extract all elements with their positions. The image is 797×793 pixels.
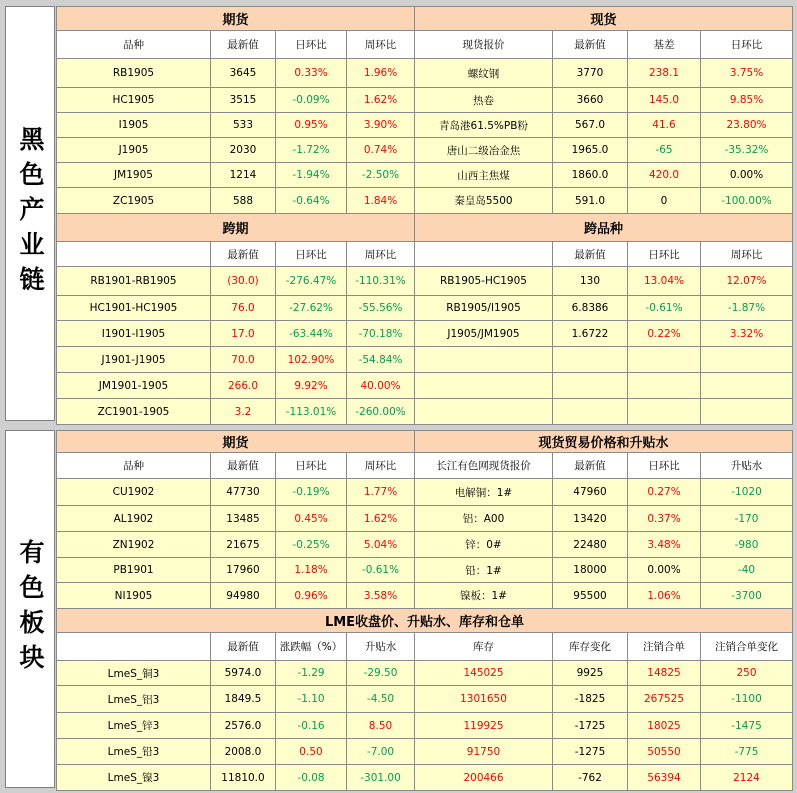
nf-futures-row-cell: 1.77% (346, 478, 415, 506)
calendar-row-cell: -276.47% (275, 266, 347, 296)
black-spot-row-cell: 23.80% (700, 112, 793, 138)
lme-row-cell: -775 (700, 738, 793, 765)
lme-row-cell: -1475 (700, 712, 793, 739)
black-spot-row-cell: 3660 (552, 87, 628, 113)
col-latest: 最新值 (552, 452, 628, 479)
black-futures-row-cell: 3515 (210, 87, 276, 113)
col-wow: 周环比 (700, 241, 793, 267)
nf-futures-row-cell: NI1905 (56, 582, 211, 609)
nf-futures-row-cell: 1.62% (346, 505, 415, 532)
black-futures-row-cell: 0.95% (275, 112, 347, 138)
col-dod: 日环比 (275, 452, 347, 479)
cross-row-cell: 1.6722 (552, 320, 628, 347)
calendar-row-cell: -27.62% (275, 295, 347, 321)
nf-spot-row-cell: -3700 (700, 582, 793, 609)
nf-spot-row-cell: 镍板：1# (414, 582, 553, 609)
black-futures-row-cell: I1905 (56, 112, 211, 138)
nf-spot-row-cell: 锌：0# (414, 531, 553, 558)
nf-futures-header: 期货 (56, 430, 415, 453)
calendar-row-cell: -63.44% (275, 320, 347, 347)
lme-row-cell: 91750 (414, 738, 553, 765)
black-spot-row-cell: 420.0 (627, 162, 701, 188)
black-futures-row-cell: 588 (210, 187, 276, 214)
lme-row-cell: -1100 (700, 685, 793, 713)
lme-row-cell: -1275 (552, 738, 628, 765)
black-futures-row-cell: 3.90% (346, 112, 415, 138)
calendar-row-cell: 70.0 (210, 346, 276, 373)
lme-row-cell: -301.00 (346, 764, 415, 791)
nf-futures-row-cell: -0.19% (275, 478, 347, 506)
black-futures-row-cell: -0.09% (275, 87, 347, 113)
col-basis: 基差 (627, 30, 701, 59)
black-spot-row-cell: 热卷 (414, 87, 553, 113)
calendar-row-cell: -113.01% (275, 398, 347, 425)
col-dod: 日环比 (700, 30, 793, 59)
calendar-row-cell: -55.56% (346, 295, 415, 321)
black-futures-row-cell: J1905 (56, 137, 211, 163)
black-spot-row-cell: -100.00% (700, 187, 793, 214)
lme-row-cell: LmeS_锌3 (56, 712, 211, 739)
cross-row-cell (552, 398, 628, 425)
black-futures-row-cell: -0.64% (275, 187, 347, 214)
nf-futures-row-cell: 13485 (210, 505, 276, 532)
col-spot-quote: 现货报价 (414, 30, 553, 59)
col-cancelled: 注销合单 (627, 632, 701, 661)
nf-futures-row-cell: 3.58% (346, 582, 415, 609)
cross-row-cell: RB1905/I1905 (414, 295, 553, 321)
nf-spot-row-cell: 13420 (552, 505, 628, 532)
nf-futures-row-cell: 17960 (210, 557, 276, 583)
lme-header: LME收盘价、升贴水、库存和仓单 (56, 608, 793, 633)
cross-row-cell (414, 372, 553, 399)
lme-row-cell: 119925 (414, 712, 553, 739)
black-spot-row-cell: -65 (627, 137, 701, 163)
col-latest: 最新值 (210, 30, 276, 59)
lme-row-cell: -1.29 (275, 660, 347, 686)
lme-row-cell: -1.10 (275, 685, 347, 713)
col-premium: 升贴水 (346, 632, 415, 661)
black-futures-row-cell: RB1905 (56, 58, 211, 88)
lme-row-cell: 5974.0 (210, 660, 276, 686)
nf-spot-row-cell: -980 (700, 531, 793, 558)
calendar-row-cell: ZC1901-1905 (56, 398, 211, 425)
col-dod: 日环比 (627, 452, 701, 479)
col-premium: 升贴水 (700, 452, 793, 479)
cross-row-cell: RB1905-HC1905 (414, 266, 553, 296)
black-spot-row-cell: 秦皇岛5500 (414, 187, 553, 214)
black-futures-row-cell: HC1905 (56, 87, 211, 113)
black-spot-row-cell: 567.0 (552, 112, 628, 138)
black-spot-row-cell: 山西主焦煤 (414, 162, 553, 188)
black-spot-row-cell: 3.75% (700, 58, 793, 88)
cross-row-cell (700, 398, 793, 425)
section-black-text: 黑色产业链 (16, 126, 45, 301)
section-nonferrous-text: 有色板块 (16, 539, 45, 679)
black-spot-row-cell: -35.32% (700, 137, 793, 163)
lme-row-cell: 267525 (627, 685, 701, 713)
section-label-nonferrous (5, 430, 55, 788)
cross-row-cell: -1.87% (700, 295, 793, 321)
black-futures-row-cell: 2030 (210, 137, 276, 163)
cross-row-cell: 0.22% (627, 320, 701, 347)
spot-header: 现货 (414, 6, 793, 31)
calendar-row-cell: -70.18% (346, 320, 415, 347)
black-futures-row-cell: -2.50% (346, 162, 415, 188)
lme-row-cell: -1825 (552, 685, 628, 713)
col-change-pct: 涨跌幅（%） (275, 632, 347, 661)
lme-row-cell: 2008.0 (210, 738, 276, 765)
nf-futures-row-cell: -0.61% (346, 557, 415, 583)
cross-row-cell: 130 (552, 266, 628, 296)
nf-spot-row-cell: 0.37% (627, 505, 701, 532)
cross-row-cell: -0.61% (627, 295, 701, 321)
calendar-row-cell: HC1901-HC1905 (56, 295, 211, 321)
calendar-row-cell: (30.0) (210, 266, 276, 296)
col-wow: 周环比 (346, 30, 415, 59)
nf-futures-row-cell: PB1901 (56, 557, 211, 583)
cross-row-cell (414, 346, 553, 373)
nf-futures-row-cell: 0.45% (275, 505, 347, 532)
calendar-row-cell: I1901-I1905 (56, 320, 211, 347)
lme-row-cell: -0.16 (275, 712, 347, 739)
black-futures-row-cell: -1.94% (275, 162, 347, 188)
calendar-row-cell: RB1901-RB1905 (56, 266, 211, 296)
col-latest: 最新值 (552, 241, 628, 267)
lme-row-cell: 2576.0 (210, 712, 276, 739)
nf-spot-row-cell: 0.00% (627, 557, 701, 583)
lme-row-cell: 250 (700, 660, 793, 686)
black-futures-row-cell: 0.33% (275, 58, 347, 88)
col-latest: 最新值 (210, 632, 276, 661)
nf-spot-row-cell: -1020 (700, 478, 793, 506)
nf-spot-row-cell: 22480 (552, 531, 628, 558)
col-variety: 品种 (56, 30, 211, 59)
cross-header: 跨品种 (414, 213, 793, 242)
cross-row-cell (700, 346, 793, 373)
nf-spot-header: 现货贸易价格和升贴水 (414, 430, 793, 453)
nf-futures-row-cell: 5.04% (346, 531, 415, 558)
cross-blank-col (414, 241, 553, 267)
nf-spot-row-cell: 3.48% (627, 531, 701, 558)
black-futures-row-cell: 1.84% (346, 187, 415, 214)
col-latest: 最新值 (210, 452, 276, 479)
lme-row-cell: LmeS_镍3 (56, 764, 211, 791)
lme-row-cell: -762 (552, 764, 628, 791)
calendar-row-cell: JM1901-1905 (56, 372, 211, 399)
nf-spot-row-cell: -40 (700, 557, 793, 583)
col-inventory: 库存 (414, 632, 553, 661)
lme-row-cell: -4.50 (346, 685, 415, 713)
col-wow: 周环比 (346, 241, 415, 267)
lme-row-cell: -29.50 (346, 660, 415, 686)
lme-row-cell: 8.50 (346, 712, 415, 739)
cross-row-cell: 3.32% (700, 320, 793, 347)
calendar-row-cell: 76.0 (210, 295, 276, 321)
lme-row-cell: 14825 (627, 660, 701, 686)
lme-row-cell: 1301650 (414, 685, 553, 713)
lme-row-cell: 145025 (414, 660, 553, 686)
lme-row-cell: 2124 (700, 764, 793, 791)
black-spot-row-cell: 0 (627, 187, 701, 214)
nf-spot-row-cell: -170 (700, 505, 793, 532)
nf-futures-row-cell: AL1902 (56, 505, 211, 532)
calendar-blank-col (56, 241, 211, 267)
cross-row-cell: J1905/JM1905 (414, 320, 553, 347)
lme-row-cell: 200466 (414, 764, 553, 791)
calendar-row-cell: -110.31% (346, 266, 415, 296)
futures-header: 期货 (56, 6, 415, 31)
lme-row-cell: LmeS_铜3 (56, 660, 211, 686)
nf-spot-row-cell: 铅：1# (414, 557, 553, 583)
black-spot-row-cell: 41.6 (627, 112, 701, 138)
black-spot-row-cell: 9.85% (700, 87, 793, 113)
black-futures-row-cell: 0.74% (346, 137, 415, 163)
cross-row-cell (627, 346, 701, 373)
cross-row-cell (552, 372, 628, 399)
lme-row-cell: 18025 (627, 712, 701, 739)
lme-row-cell: -7.00 (346, 738, 415, 765)
calendar-row-cell: 40.00% (346, 372, 415, 399)
black-futures-row-cell: 1.62% (346, 87, 415, 113)
col-inv-change: 库存变化 (552, 632, 628, 661)
nf-spot-row-cell: 0.27% (627, 478, 701, 506)
black-spot-row-cell: 唐山二级冶金焦 (414, 137, 553, 163)
black-futures-row-cell: 1214 (210, 162, 276, 188)
nf-futures-row-cell: -0.25% (275, 531, 347, 558)
calendar-row-cell: 17.0 (210, 320, 276, 347)
cross-row-cell (700, 372, 793, 399)
nf-spot-row-cell: 47960 (552, 478, 628, 506)
cross-row-cell: 6.8386 (552, 295, 628, 321)
cross-row-cell (552, 346, 628, 373)
col-dod: 日环比 (627, 241, 701, 267)
black-spot-row-cell: 238.1 (627, 58, 701, 88)
cross-row-cell (414, 398, 553, 425)
nf-futures-row-cell: 21675 (210, 531, 276, 558)
black-spot-row-cell: 青岛港61.5%PB粉 (414, 112, 553, 138)
black-futures-row-cell: ZC1905 (56, 187, 211, 214)
black-futures-row-cell: 533 (210, 112, 276, 138)
cross-row-cell (627, 372, 701, 399)
calendar-row-cell: 3.2 (210, 398, 276, 425)
section-label-black (5, 6, 55, 421)
cross-row-cell: 13.04% (627, 266, 701, 296)
black-spot-row-cell: 螺纹钢 (414, 58, 553, 88)
calendar-row-cell: 266.0 (210, 372, 276, 399)
black-futures-row-cell: 3645 (210, 58, 276, 88)
nf-spot-row-cell: 1.06% (627, 582, 701, 609)
nf-futures-row-cell: 94980 (210, 582, 276, 609)
calendar-row-cell: -260.00% (346, 398, 415, 425)
black-futures-row-cell: -1.72% (275, 137, 347, 163)
nf-spot-row-cell: 电解铜：1# (414, 478, 553, 506)
black-spot-row-cell: 591.0 (552, 187, 628, 214)
col-latest: 最新值 (210, 241, 276, 267)
nf-futures-row-cell: CU1902 (56, 478, 211, 506)
cross-row-cell: 12.07% (700, 266, 793, 296)
black-futures-row-cell: 1.96% (346, 58, 415, 88)
nf-futures-row-cell: 1.18% (275, 557, 347, 583)
col-cancelled-change: 注销合单变化 (700, 632, 793, 661)
calendar-row-cell: 102.90% (275, 346, 347, 373)
lme-row-cell: 9925 (552, 660, 628, 686)
calendar-row-cell: -54.84% (346, 346, 415, 373)
nf-spot-row-cell: 铝：A00 (414, 505, 553, 532)
lme-row-cell: -0.08 (275, 764, 347, 791)
calendar-row-cell: 9.92% (275, 372, 347, 399)
calendar-row-cell: J1901-J1905 (56, 346, 211, 373)
lme-row-cell: LmeS_铅3 (56, 738, 211, 765)
black-spot-row-cell: 0.00% (700, 162, 793, 188)
black-spot-row-cell: 145.0 (627, 87, 701, 113)
calendar-header: 跨期 (56, 213, 415, 242)
nf-futures-row-cell: 0.96% (275, 582, 347, 609)
col-latest: 最新值 (552, 30, 628, 59)
lme-row-cell: 56394 (627, 764, 701, 791)
col-cj-quote: 长江有色网现货报价 (414, 452, 553, 479)
lme-blank-col (56, 632, 211, 661)
black-spot-row-cell: 1860.0 (552, 162, 628, 188)
black-spot-row-cell: 3770 (552, 58, 628, 88)
cross-row-cell (627, 398, 701, 425)
black-futures-row-cell: JM1905 (56, 162, 211, 188)
nf-futures-row-cell: ZN1902 (56, 531, 211, 558)
lme-row-cell: 50550 (627, 738, 701, 765)
col-wow: 周环比 (346, 452, 415, 479)
lme-row-cell: LmeS_铝3 (56, 685, 211, 713)
col-variety: 品种 (56, 452, 211, 479)
lme-row-cell: -1725 (552, 712, 628, 739)
lme-row-cell: 1849.5 (210, 685, 276, 713)
lme-row-cell: 0.50 (275, 738, 347, 765)
nf-futures-row-cell: 47730 (210, 478, 276, 506)
black-spot-row-cell: 1965.0 (552, 137, 628, 163)
nf-spot-row-cell: 95500 (552, 582, 628, 609)
col-dod: 日环比 (275, 30, 347, 59)
nf-spot-row-cell: 18000 (552, 557, 628, 583)
lme-row-cell: 11810.0 (210, 764, 276, 791)
col-dod: 日环比 (275, 241, 347, 267)
